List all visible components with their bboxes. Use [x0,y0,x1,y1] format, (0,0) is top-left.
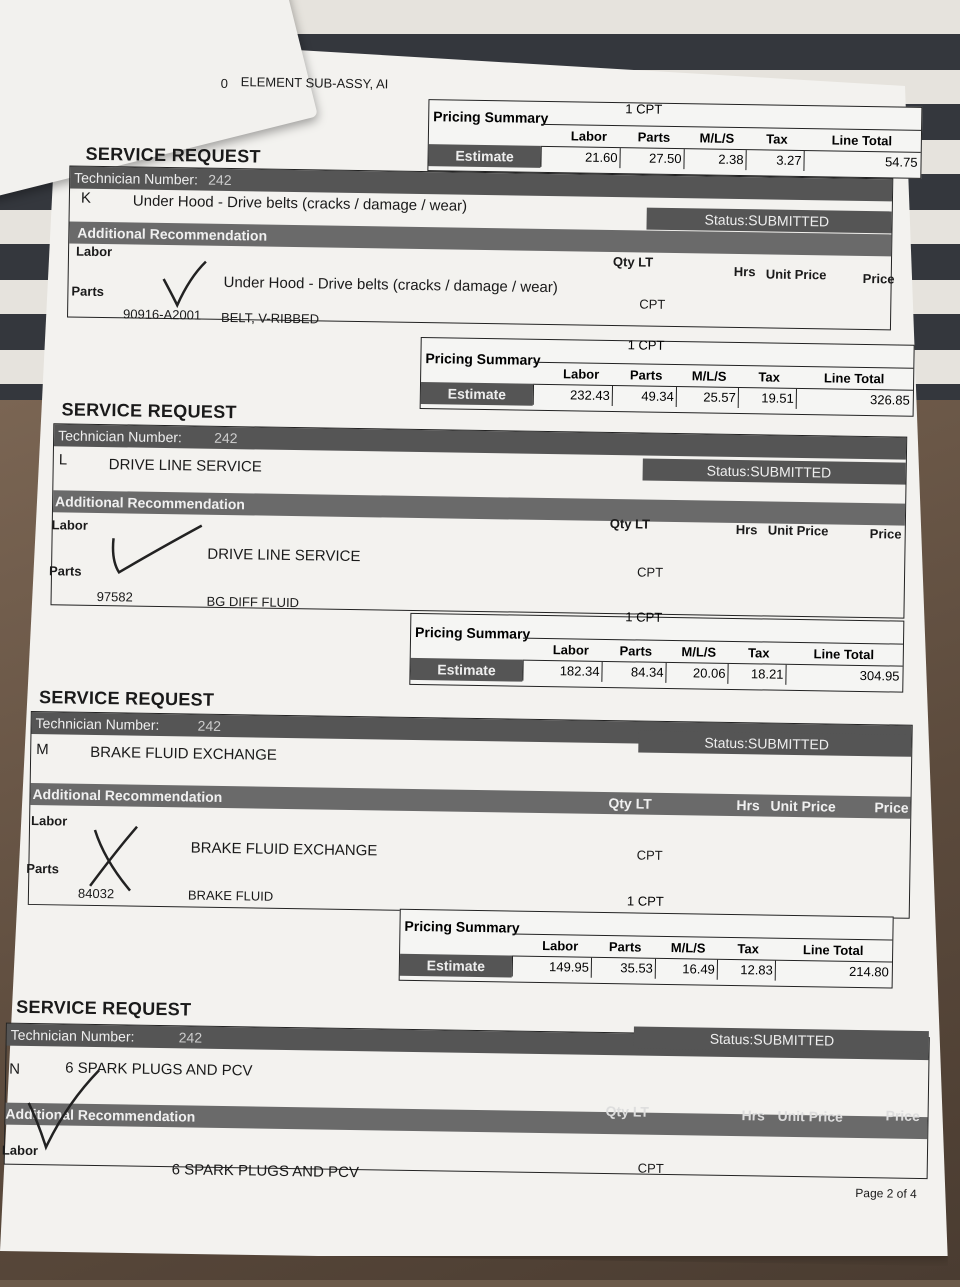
pricing-summary-title: Pricing Summary [414,623,531,642]
status-bar [643,459,906,485]
val-parts: 49.34 [612,386,677,407]
hrs-header: Hrs [736,797,760,814]
request-title: 6 SPARK PLUGS AND PCV [65,1059,253,1080]
request-code: L [58,451,68,469]
request-code: M [36,741,49,759]
val-parts: 27.50 [619,148,684,169]
labor-description: Under Hood - Drive belts (cracks / damage / wear) [223,273,558,297]
val-tax: 12.83 [717,960,776,981]
status-value: SUBMITTED [748,212,830,230]
qty-lt-header: Qty LT [605,1103,650,1120]
labor-label: Labor [1,1142,39,1159]
val-labor: 182.34 [522,661,602,682]
col-mls: M/L/S [670,940,706,956]
qty-lt-header: Qty LT [609,516,651,532]
val-mls: 16.49 [655,959,718,980]
col-line-total: Line Total [831,132,893,149]
price-header: Price [869,526,902,542]
part-qty: 1 CPT [627,337,665,353]
status [704,732,829,756]
val-tax: 18.21 [727,664,786,685]
status-value: SUBMITTED [747,735,830,753]
handwritten-check-icon [22,1063,103,1154]
val-labor: 232.43 [533,385,613,406]
pricing-summary-l [409,609,904,693]
unit-price-header: Unit Price [765,266,827,283]
technician-number: 242 [208,171,232,189]
labor-description: BRAKE FLUID EXCHANGE [190,839,378,860]
pricing-summary-top [427,99,922,179]
col-tax: Tax [766,131,788,147]
parts-label: Parts [71,283,105,300]
technician-label: Technician Number: [35,715,160,733]
handwritten-check-icon [105,520,206,582]
status-bar [638,731,911,757]
part-qty: 1 CPT [626,893,664,909]
labor-label: Labor [75,243,113,260]
technician-label: Technician Number: [74,169,199,188]
status-bar [646,208,891,234]
handwritten-x-icon [80,820,151,897]
additional-recommendation-label: Additional Recommendation [5,1105,196,1125]
status [707,460,832,484]
col-line-total: Line Total [823,370,885,387]
labor-qty: CPT [637,1160,664,1176]
pricing-summary-title: Pricing Summary [404,917,520,936]
pricing-summary-title: Pricing Summary [433,108,549,127]
service-request-title: SERVICE REQUEST [38,687,215,710]
col-line-total: Line Total [813,646,875,663]
estimate-label: Estimate [400,954,512,978]
price-header: Price [874,799,909,816]
status [704,208,829,232]
price-header: Price [885,1107,920,1124]
val-parts: 84.34 [601,662,666,683]
price-header: Price [862,270,895,287]
col-tax: Tax [747,645,770,661]
col-labor: Labor [570,128,608,144]
technician-number: 242 [197,717,222,734]
col-mls: M/L/S [691,368,727,384]
additional-recommendation-label: Additional Recommendation [77,224,268,244]
labor-qty: CPT [639,296,666,312]
val-line-total: 304.95 [785,665,902,687]
val-mls: 25.57 [676,387,739,408]
technician-label: Technician Number: [58,427,183,446]
part-description: BG DIFF FLUID [206,593,300,611]
val-tax: 19.51 [738,388,797,409]
status-value: SUBMITTED [753,1031,835,1049]
labor-description: DRIVE LINE SERVICE [207,545,361,566]
col-parts: Parts [619,643,653,659]
request-code: K [80,189,92,207]
pricing-summary-k [420,337,915,417]
val-labor: 21.60 [540,147,620,168]
labor-qty: CPT [636,564,664,580]
val-mls: 20.06 [665,663,728,684]
labor-label: Labor [30,812,68,829]
col-tax: Tax [737,941,760,957]
qty-lt-header: Qty LT [612,254,654,270]
val-labor: 149.95 [512,957,592,978]
request-title: BRAKE FLUID EXCHANGE [90,743,278,764]
status-bar [634,1026,929,1053]
col-tax: Tax [758,369,781,385]
service-request-title: SERVICE REQUEST [16,996,192,1020]
additional-recommendation-label: Additional Recommendation [55,493,246,513]
service-request-title: SERVICE REQUEST [85,143,261,167]
status-label: Status: [709,1030,754,1048]
parts-label: Parts [26,860,60,877]
request-code: N [9,1060,21,1078]
val-line-total: 214.80 [775,961,892,983]
status-value: SUBMITTED [750,463,832,481]
status-label: Status: [704,734,749,752]
labor-label: Labor [51,517,88,533]
service-request-title: SERVICE REQUEST [61,399,237,423]
request-title: Under Hood - Drive belts (cracks / damage / wear) [132,192,468,215]
part-description: BELT, V-RIBBED [220,309,320,327]
val-line-total: 326.85 [796,389,913,411]
part-number: 84032 [77,885,115,902]
fragment-part: ELEMENT SUB-ASSY, AI [240,74,389,92]
col-mls: M/L/S [681,644,717,660]
unit-price-header: Unit Price [770,797,836,815]
col-parts: Parts [629,367,663,383]
hrs-header: Hrs [735,522,758,538]
status-label: Status: [706,462,751,480]
hrs-header: Hrs [741,1107,766,1124]
fragment-code: 0 [220,75,229,91]
col-labor: Labor [563,366,600,382]
val-line-total: 54.75 [803,151,920,173]
status [710,1028,835,1052]
estimate-label: Estimate [410,658,522,682]
unit-price-header: Unit Price [767,522,829,539]
page-number: Page 2 of 4 [855,1185,917,1201]
hrs-header: Hrs [733,263,756,280]
val-tax: 3.27 [745,150,804,171]
pricing-summary-m [399,893,894,989]
technician-number: 242 [214,429,238,447]
fragment-qty: 1 CPT [625,101,663,117]
labor-qty: CPT [636,847,663,863]
col-parts: Parts [637,129,671,145]
labor-description: 6 SPARK PLUGS AND PCV [171,1161,360,1182]
request-title: DRIVE LINE SERVICE [108,456,262,476]
part-qty: 1 CPT [625,609,663,625]
val-parts: 35.53 [591,958,656,979]
part-description: BRAKE FLUID [187,887,274,904]
technician-label: Technician Number: [10,1026,135,1045]
col-mls: M/L/S [699,130,735,146]
part-number: 97582 [96,588,133,605]
col-line-total: Line Total [802,942,864,959]
estimate-label: Estimate [421,382,533,406]
part-number: 90916-A2001 [122,306,202,323]
parts-label: Parts [48,563,82,579]
pricing-summary-title: Pricing Summary [425,350,541,368]
technician-number: 242 [178,1029,203,1046]
col-labor: Labor [542,938,579,954]
status-label: Status: [704,211,749,229]
col-labor: Labor [552,642,590,658]
additional-recommendation-label: Additional Recommendation [32,785,223,805]
handwritten-check-icon [155,257,216,318]
qty-lt-header: Qty LT [608,795,652,812]
col-parts: Parts [608,939,642,955]
val-mls: 2.38 [683,149,746,170]
unit-price-header: Unit Price [777,1107,844,1125]
estimate-label: Estimate [428,144,540,168]
